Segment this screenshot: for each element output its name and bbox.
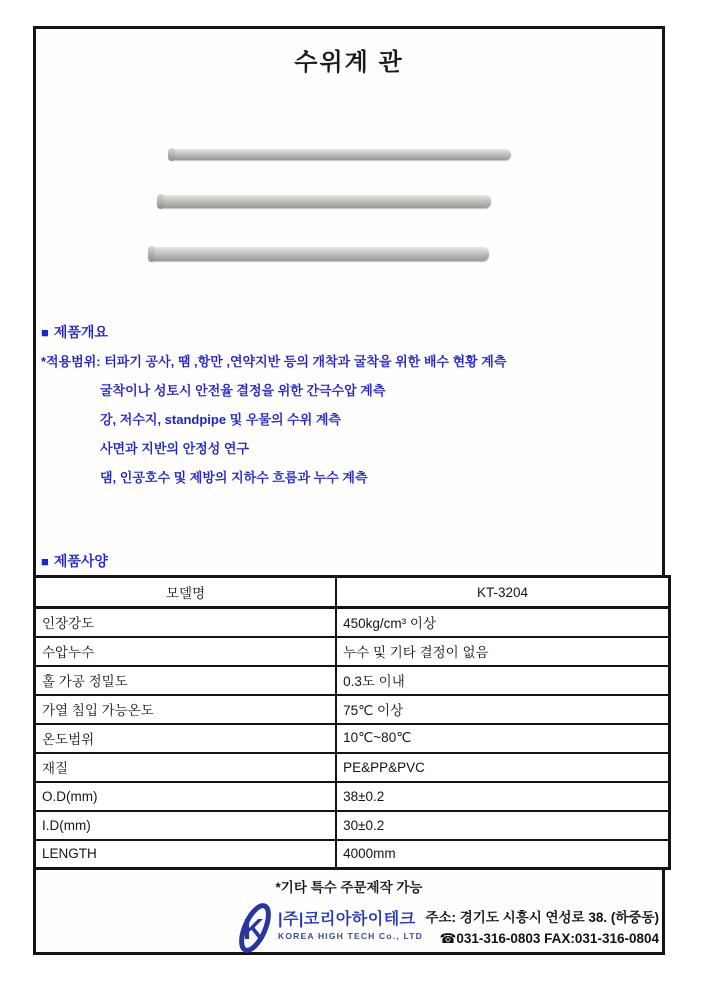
svg-text:K: K: [243, 914, 264, 946]
square-bullet-icon: ■: [41, 325, 49, 340]
korea-hightech-logo-icon: [234, 901, 276, 955]
spec-label: I.D(mm): [35, 811, 337, 840]
table-row: [35, 782, 670, 811]
table-header-value: KT-3204: [336, 577, 669, 608]
spec-table: [33, 575, 671, 870]
spec-value: PE&PP&PVC: [336, 753, 669, 782]
table-row: [35, 608, 670, 637]
overview-line: 굴착이나 성토시 안전율 결정을 위한 간극수압 계측: [100, 383, 386, 398]
company-name-english: KOREA HIGH TECH Co., LTD: [278, 931, 423, 941]
company-logo: [234, 901, 423, 955]
overview-line: 사면과 지반의 안정성 연구: [100, 441, 249, 456]
table-row: [35, 666, 670, 695]
specs-header-label: 제품사양: [53, 553, 108, 569]
spec-label: LENGTH: [35, 840, 337, 869]
table-row: [35, 637, 670, 666]
spec-value: 누수 및 기타 결정이 없음: [336, 637, 669, 666]
pipe-image-3: [148, 247, 489, 261]
table-row: [35, 724, 670, 753]
pipe-image-2: [157, 195, 491, 208]
table-header-model: 모델명: [35, 577, 337, 608]
spec-value: 30±0.2: [336, 811, 669, 840]
spec-label: 수압누수: [35, 637, 337, 666]
spec-label: O.D(mm): [35, 782, 337, 811]
page-title: 수위계 관: [294, 49, 404, 76]
overview-line: 댐, 인공호수 및 제방의 지하수 흐름과 누수 계측: [100, 470, 368, 485]
table-row: [35, 753, 670, 782]
company-address: 주소: 경기도 시흥시 연성로 38. (하중동): [425, 910, 659, 925]
overview-text-block: [41, 351, 661, 496]
table-header-row: [35, 577, 670, 608]
overview-header-label: 제품개요: [53, 324, 108, 340]
custom-order-note: *기타 특수 주문제작 가능: [275, 880, 423, 895]
spec-label: 온도범위: [35, 724, 337, 753]
company-name-korean: |주|코리아하이테크: [278, 911, 416, 928]
footer: [36, 899, 662, 955]
spec-value: 75℃ 이상: [336, 695, 669, 724]
spec-label: 홀 가공 정밀도: [35, 666, 337, 695]
overview-line: 강, 저수지, standpipe 및 우물의 수위 계측: [100, 412, 341, 427]
company-phone-fax: ☎031-316-0803 FAX:031-316-0804: [439, 931, 659, 946]
product-photo: [36, 29, 662, 329]
page-frame: [33, 26, 665, 955]
section-header-specs: [41, 551, 108, 571]
square-bullet-icon: ■: [41, 554, 49, 569]
spec-value: 38±0.2: [336, 782, 669, 811]
spec-value: 4000mm: [336, 840, 669, 869]
table-row: [35, 811, 670, 840]
contact-info: [425, 907, 659, 949]
spec-label: 인장강도: [35, 608, 337, 637]
logo-text-block: [278, 901, 423, 941]
pipe-image-1: [168, 149, 511, 160]
table-row: [35, 695, 670, 724]
spec-label: 재질: [35, 753, 337, 782]
overview-line: *적용범위: 터파기 공사, 땜 ,항만 ,연약지반 등의 개착과 굴착을 위한 배수 현황 계측: [41, 354, 507, 369]
section-header-overview: [41, 322, 108, 342]
spec-value: 0.3도 이내: [336, 666, 669, 695]
spec-value: 10℃~80℃: [336, 724, 669, 753]
spec-value: 450kg/cm³ 이상: [336, 608, 669, 637]
table-row: [35, 840, 670, 869]
spec-label: 가열 침입 가능온도: [35, 695, 337, 724]
